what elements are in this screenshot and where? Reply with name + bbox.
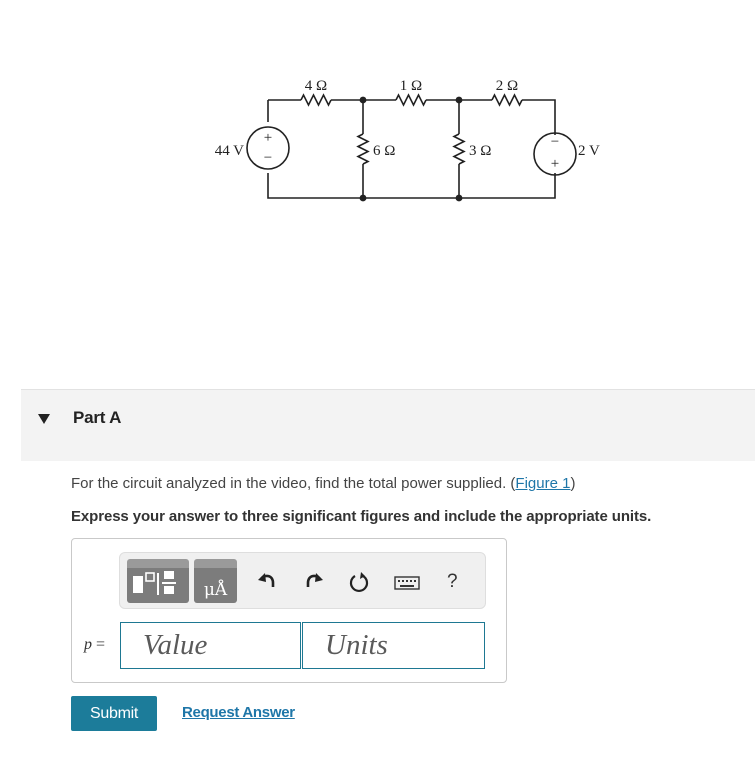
source-2v-label: 2 V [578,143,600,159]
undo-icon [257,570,277,590]
minus-sign: − [263,150,273,166]
resistor-2-label: 2 Ω [495,78,519,94]
circuit-figure [0,0,755,260]
keyboard-icon [394,575,420,591]
answer-variable: p [84,636,92,653]
answer-instruction: Express your answer to three significant figures and include the appropriate units. [71,508,652,525]
units-button-label: μÅ [203,580,228,600]
units-button[interactable] [194,559,237,603]
submit-button[interactable]: Submit [71,696,157,731]
resistor-1-ohm [396,95,426,105]
plus-sign: + [263,130,273,146]
request-answer-link[interactable]: Request Answer [182,704,295,721]
minus-sign: − [550,134,560,150]
reset-button[interactable] [348,571,370,593]
question-end: ) [570,475,576,492]
resistor-4-ohm [301,95,331,105]
part-title[interactable]: Part A [73,408,122,427]
keyboard-button[interactable] [394,575,420,591]
plus-sign: + [550,156,560,172]
question-body: For the circuit analyzed in the video, find the total power supplied. ( [71,475,516,492]
redo-button[interactable] [304,570,324,590]
resistor-3-ohm [454,134,464,164]
source-44v-label: 44 V [214,143,244,159]
figure-link[interactable]: Figure 1 [515,475,571,492]
templates-icon [127,559,189,603]
answer-variable-label [84,636,105,654]
redo-icon [304,570,324,590]
reset-icon [348,571,370,593]
resistor-3-label: 3 Ω [469,143,492,159]
resistor-6-label: 6 Ω [373,143,396,159]
units-input[interactable] [302,622,485,669]
undo-button[interactable] [257,570,277,590]
answer-equals: = [92,636,106,653]
collapse-triangle-icon[interactable] [37,413,51,425]
part-a-header[interactable] [21,389,755,461]
resistor-6-ohm [358,134,368,164]
help-button[interactable] [447,571,463,595]
question-text [71,475,575,492]
resistor-1-label: 1 Ω [399,78,423,94]
resistor-2-ohm [492,95,522,105]
templates-button[interactable] [127,559,189,603]
resistor-4-label: 4 Ω [304,78,328,94]
help-icon: ? [447,571,458,592]
value-input[interactable] [120,622,301,669]
